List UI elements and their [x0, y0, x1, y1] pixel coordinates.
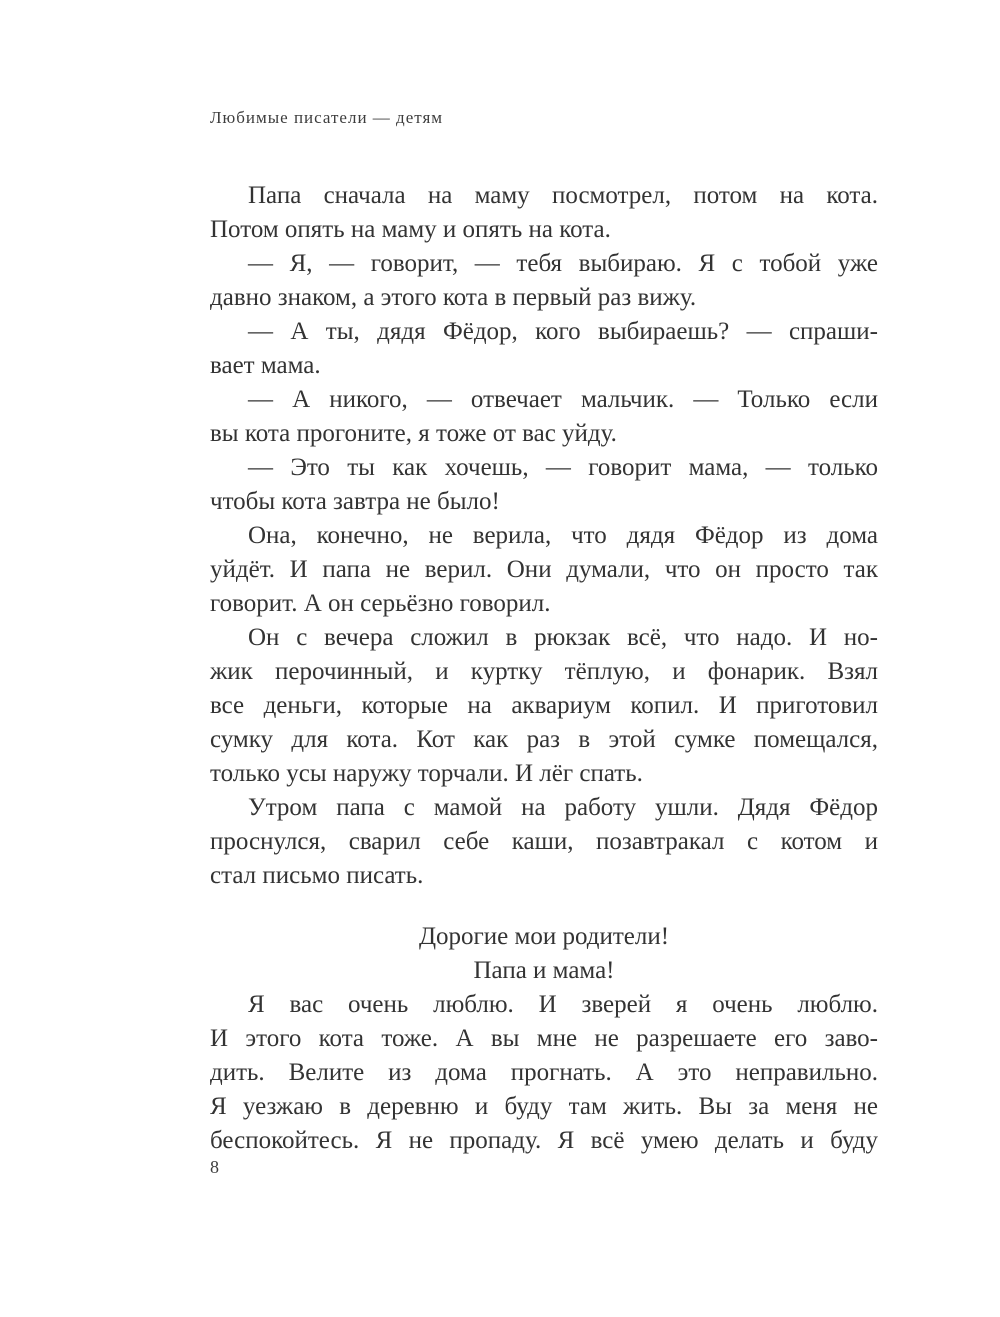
text-line: И этого кота тоже. А вы мне не разрешаете его заво- — [210, 1025, 878, 1052]
text-line: Я вас очень люблю. И зверей я очень люблю. — [248, 991, 878, 1018]
page-number: 8 — [210, 1157, 219, 1177]
text-line: дить. Велите из дома прогнать. А это неправильно. — [210, 1059, 878, 1086]
text-line: — А ты, дядя Фёдор, кого выбираешь? — спраши- — [248, 318, 878, 345]
text-line: давно знаком, а этого кота в первый раз вижу. — [210, 284, 697, 311]
text-line: вает мама. — [210, 352, 321, 379]
text-line: все деньги, которые на аквариум копил. И приготовил — [210, 692, 878, 719]
paragraph — [210, 383, 878, 451]
text-line: Папа и мама! — [473, 957, 615, 984]
running-header: Любимые писатели — детям — [210, 108, 444, 127]
text-line: Папа сначала на маму посмотрел, потом на кота. — [248, 182, 878, 209]
text-line: Утром папа с мамой на работу ушли. Дядя Фёдор — [248, 794, 878, 821]
text-line: говорит. А он серьёзно говорил. — [210, 590, 551, 617]
paragraph — [210, 791, 878, 893]
paragraph — [210, 315, 878, 383]
text-line: Потом опять на маму и опять на кота. — [210, 216, 611, 243]
text-line: чтобы кота завтра не было! — [210, 488, 500, 515]
text-line: — А никого, — отвечает мальчик. — Только если — [248, 386, 878, 413]
paragraph — [210, 179, 878, 247]
text-line: — Это ты как хочешь, — говорит мама, — только — [248, 454, 878, 481]
text-line: Дорогие мои родители! — [418, 923, 670, 950]
text-line: только усы наружу торчали. И лёг спать. — [210, 760, 643, 787]
text-block — [210, 179, 878, 1158]
text-line: сумку для кота. Кот как раз в этой сумке помещался, — [210, 726, 878, 753]
text-line: — Я, — говорит, — тебя выбираю. Я с тобой уже — [248, 250, 878, 277]
text-line: беспокойтесь. Я не пропаду. Я всё умею делать и буду — [210, 1127, 878, 1154]
text-line: Я уезжаю в деревню и буду там жить. Вы за меня не — [210, 1093, 878, 1120]
paragraph — [210, 247, 878, 315]
paragraph — [210, 451, 878, 519]
text-line: стал письмо писать. — [210, 862, 424, 889]
text-line: Он с вечера сложил в рюкзак всё, что надо. И но- — [248, 624, 878, 651]
text-line: вы кота прогоните, я тоже от вас уйду. — [210, 420, 617, 447]
paragraph — [210, 621, 878, 791]
paragraph — [210, 920, 878, 988]
text-line: Она, конечно, не верила, что дядя Фёдор из дома — [248, 522, 878, 549]
text-line: жик перочинный, и куртку тёплую, и фонарик. Взял — [210, 658, 878, 685]
text-line: уйдёт. И папа не верил. Они думали, что он просто так — [210, 556, 878, 583]
text-line: проснулся, сварил себе каши, позавтракал с котом и — [210, 828, 878, 855]
paragraph — [210, 988, 878, 1158]
paragraph — [210, 519, 878, 621]
